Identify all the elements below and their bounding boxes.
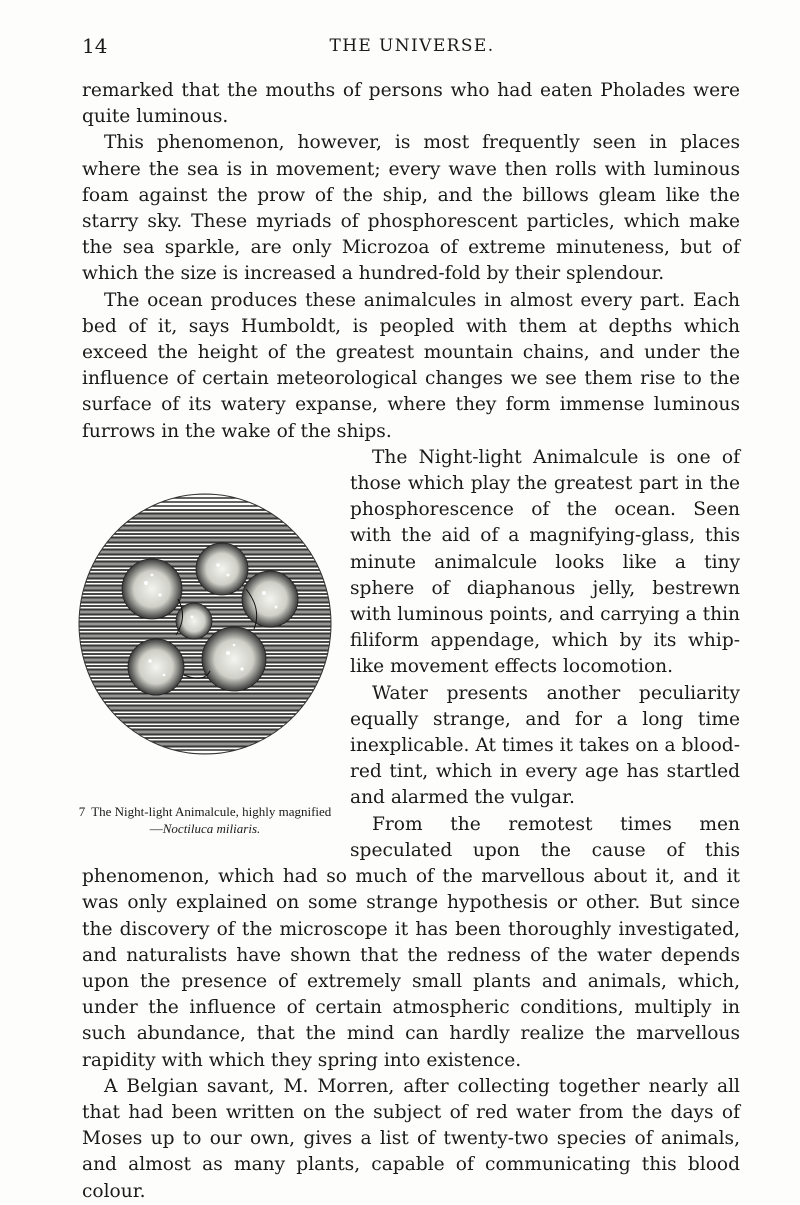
paragraph: A Belgian savant, M. Morren, after collecting together nearly all that had been written on the subject of red water from the days of Moses up to our own, gives a list of twenty-two species of animals, and almost as many plants, capable of communicating this blood colour. bbox=[82, 1075, 740, 1202]
paragraph: Water presents another peculiarity equally strange, and for a long time inexplicable. At times it takes on a blood-red tint, which in every age has startled and alarmed the vulgar. bbox=[350, 682, 740, 809]
running-head: THE UNIVERSE. bbox=[329, 36, 495, 56]
paragraph: From the remotest times men speculated upon the cause of this phenomenon, which had so much of the marvellous about it, and it was only explained on some strange hypothesis or other. But since the discovery of the microscope it has been thoroughly investigated, and naturalists have shown that the redness of the water depends upon the presence of extremely small plants and animals, which, under the influence of certain atmospheric conditions, multiply in such abundance, that the mind can hardly realize the marvellous rapidity with which they spring into existence. bbox=[82, 813, 740, 1071]
paragraph: The ocean produces these animalcules in almost every part. Each bed of it, says Humboldt, is peopled with them at depths which exceed the height of the greatest mountain chains, and under the influence of certain meteorological changes we see them rise to the surface of its watery expanse, where they form immense luminous furrows in the wake of the ships. bbox=[82, 289, 740, 442]
paragraph: The Night-light Animalcule is one of those which play the greatest part in the phosphorescence of the ocean. Seen with the aid of a magnifying-glass, this minute animalcule looks like a tiny sphere of diaphanous jelly, bestrewn with luminous points, and carrying a thin filiform appendage, which by its whip-like movement effects locomotion. bbox=[350, 446, 740, 678]
figure-species-name: Noctiluca miliaris. bbox=[162, 820, 261, 836]
figure-caption-text: The Night-light Animalcule, highly magnified— bbox=[91, 803, 332, 836]
page-number: 14 bbox=[82, 34, 108, 58]
page-header bbox=[82, 34, 742, 58]
figure-noctiluca bbox=[74, 449, 336, 837]
figure-caption bbox=[74, 803, 336, 837]
figure-number: 7 bbox=[78, 803, 86, 819]
night-light-animalcule-illustration bbox=[74, 449, 336, 795]
paragraph: remarked that the mouths of persons who had eaten Pholades were quite luminous. bbox=[82, 80, 740, 128]
body-text bbox=[78, 78, 740, 1205]
paragraph: This phenomenon, however, is most frequently seen in places where the sea is in movement; every wave then rolls with luminous foam against the prow of the ship, and the billows gleam like the starry sky. These myriads of phosphorescent particles, which make the sea sparkle, are only Microzoa of extreme minuteness, but of which the size is increased a hundred-fold by their splendour. bbox=[82, 132, 740, 285]
